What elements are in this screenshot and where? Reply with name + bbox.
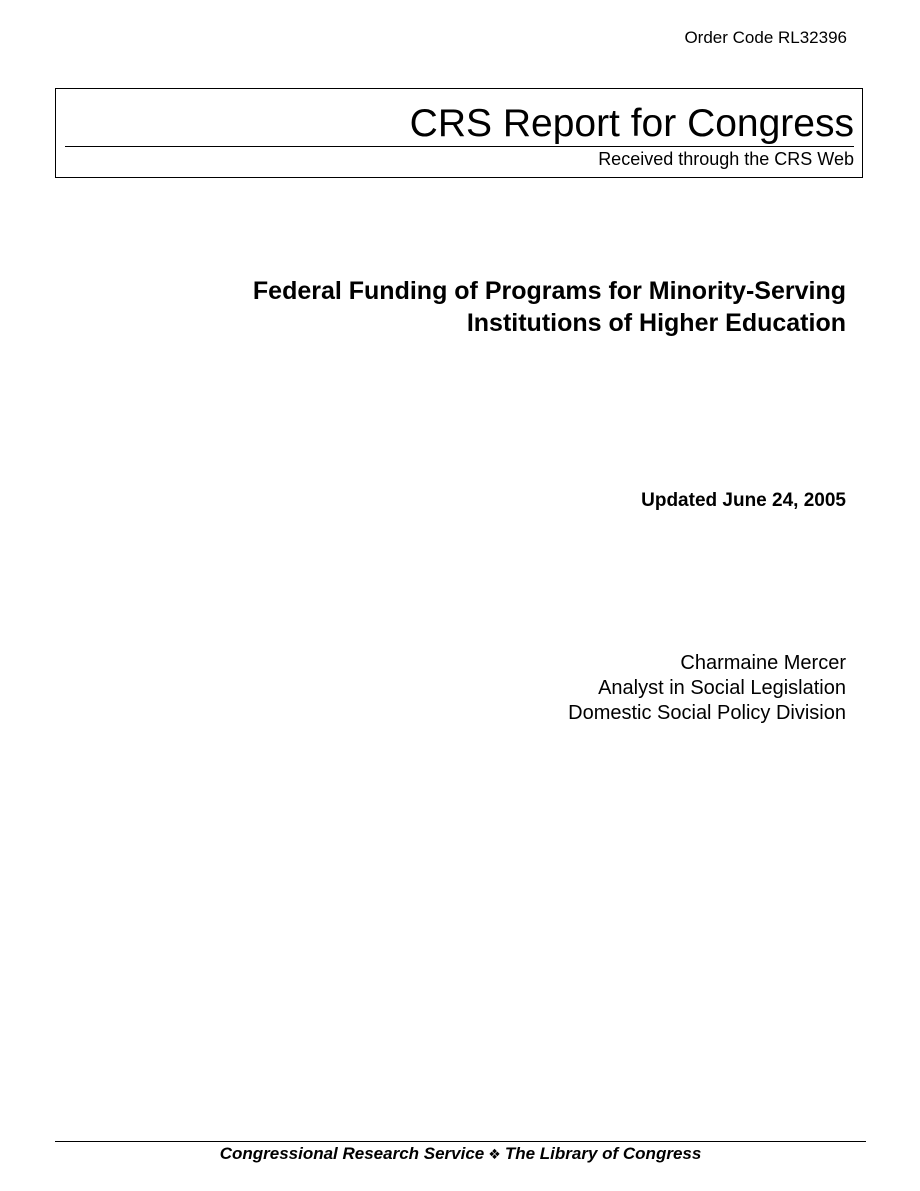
report-title-line: Institutions of Higher Education [466, 309, 846, 337]
author-block [568, 651, 846, 726]
order-code: Order Code RL32396 [684, 28, 847, 47]
header-divider [65, 146, 854, 147]
author-position: Analyst in Social Legislation [598, 677, 846, 699]
updated-date: Updated June 24, 2005 [641, 490, 846, 511]
report-series-subtitle: Received through the CRS Web [598, 149, 854, 169]
footer-right-text: The Library of Congress [504, 1144, 702, 1163]
diamond-icon: ❖ [488, 1147, 501, 1163]
report-title [126, 275, 846, 339]
footer-left-text: Congressional Research Service [219, 1144, 485, 1163]
report-series-title: CRS Report for Congress [409, 102, 854, 145]
report-header-box [55, 88, 863, 178]
footer [55, 1143, 866, 1166]
report-title-line: Federal Funding of Programs for Minority-Serving [252, 277, 846, 305]
author-division: Domestic Social Policy Division [568, 702, 846, 724]
author-name: Charmaine Mercer [680, 652, 846, 674]
footer-divider [55, 1141, 866, 1142]
